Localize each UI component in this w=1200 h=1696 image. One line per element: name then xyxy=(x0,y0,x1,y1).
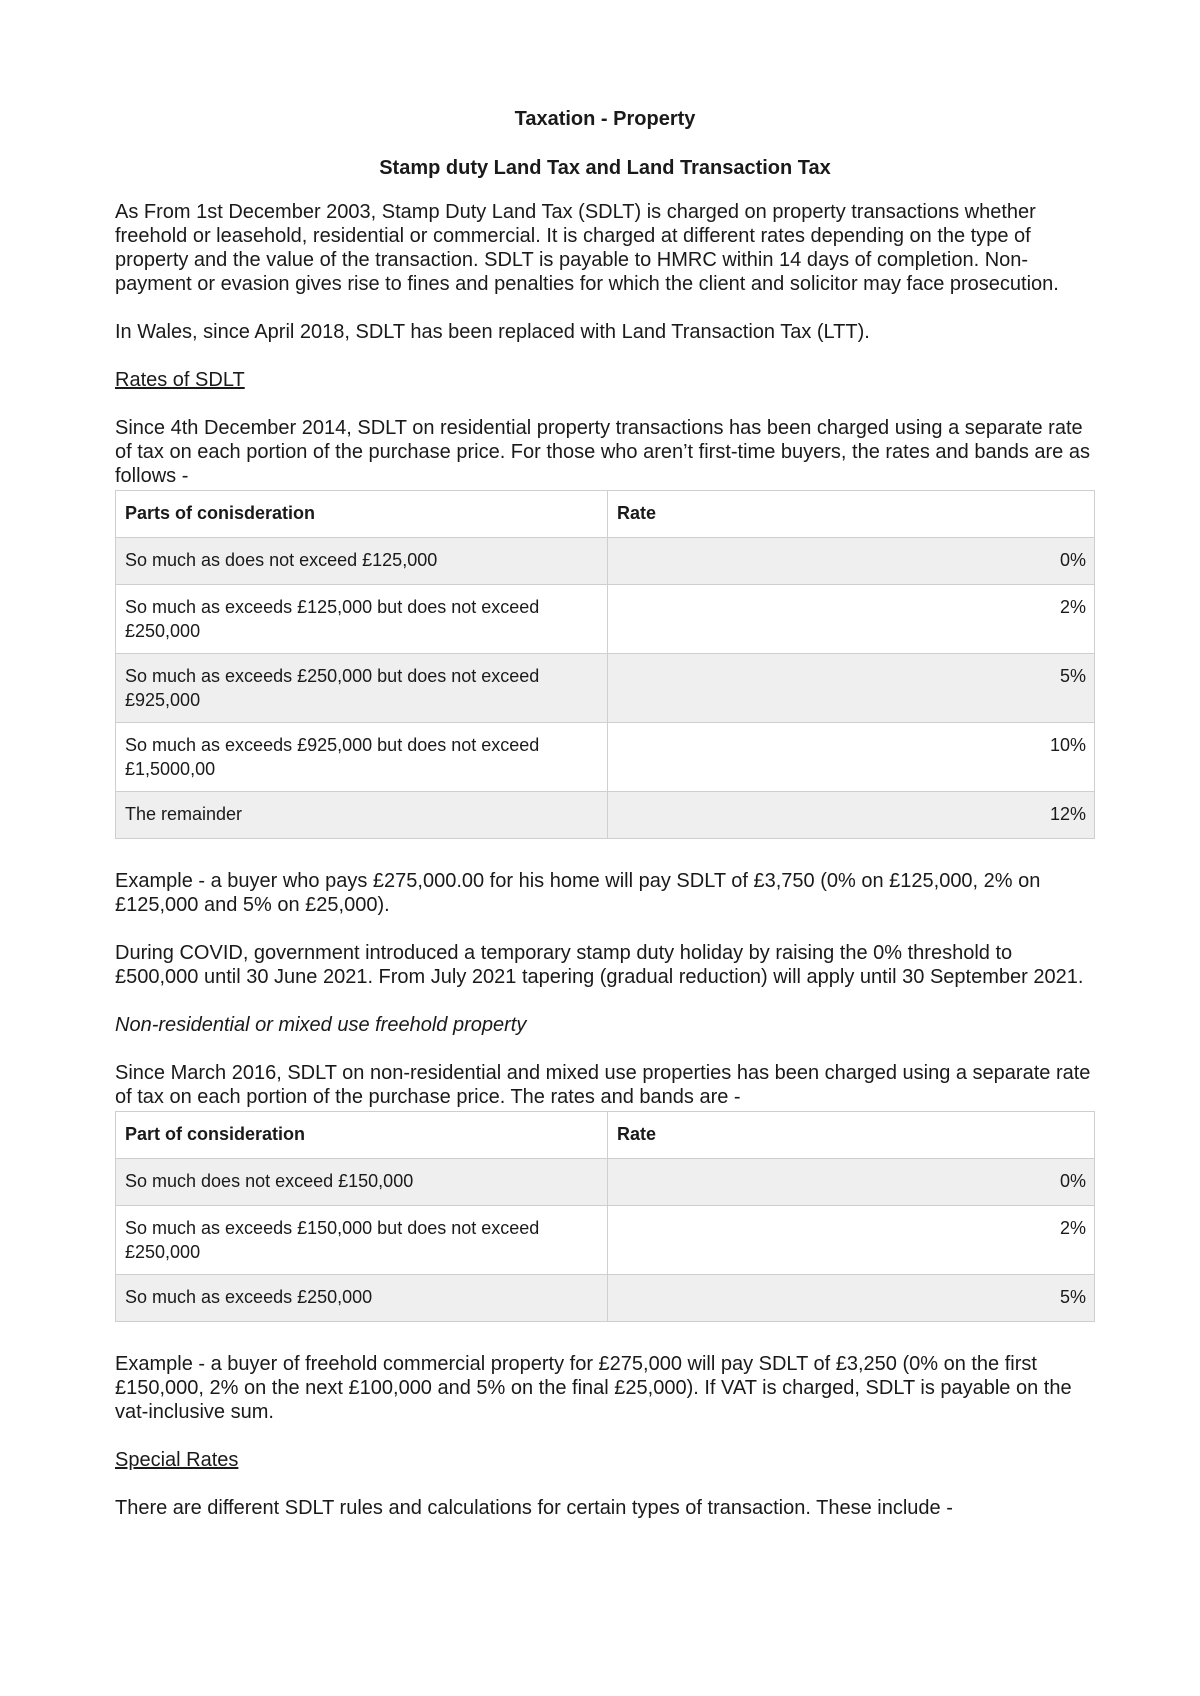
table-header-cell: Parts of conisderation xyxy=(116,491,608,538)
table-header-cell: Part of consideration xyxy=(116,1112,608,1159)
table-cell: So much as exceeds £125,000 but does not exceed £250,000 xyxy=(116,585,608,654)
table-header-cell: Rate xyxy=(608,491,1095,538)
table-row xyxy=(116,792,1095,839)
table-header-cell: Rate xyxy=(608,1112,1095,1159)
table-header-row xyxy=(116,1112,1095,1159)
special-rates-paragraph: There are different SDLT rules and calculations for certain types of transaction. These include - xyxy=(115,1497,953,1519)
table-cell: 5% xyxy=(608,654,1095,723)
table-row xyxy=(116,538,1095,585)
table-row xyxy=(116,1275,1095,1322)
table-cell: The remainder xyxy=(116,792,608,839)
intro-paragraph: As From 1st December 2003, Stamp Duty Land Tax (SDLT) is charged on property transactions whether freehold or leasehold, residential or commercial. It is charged at different rates depending on the type of property and the value of the transaction. SDLT is payable to HMRC within 14 days of completion. Non-payment or evasion gives rise to fines and penalties for which the client and solicitor may face prosecution. xyxy=(115,201,1059,295)
table-row xyxy=(116,723,1095,792)
table-cell: So much does not exceed £150,000 xyxy=(116,1159,608,1206)
nonresidential-paragraph: Since March 2016, SDLT on non-residential and mixed use properties has been charged using a separate rate of tax on each portion of the purchase price. The rates and bands are - xyxy=(115,1062,1091,1108)
wales-paragraph: In Wales, since April 2018, SDLT has been replaced with Land Transaction Tax (LTT). xyxy=(115,321,870,343)
table-cell: So much as exceeds £250,000 but does not exceed £925,000 xyxy=(116,654,608,723)
table-row xyxy=(116,654,1095,723)
special-rates-heading: Special Rates xyxy=(115,1449,239,1471)
document-subtitle: Stamp duty Land Tax and Land Transaction Tax xyxy=(379,157,831,179)
nonresidential-heading: Non-residential or mixed use freehold property xyxy=(115,1014,527,1036)
table-cell: So much as does not exceed £125,000 xyxy=(116,538,608,585)
table-row xyxy=(116,1206,1095,1275)
document-page xyxy=(115,108,1095,1544)
table-cell: 10% xyxy=(608,723,1095,792)
residential-paragraph: Since 4th December 2014, SDLT on residential property transactions has been charged using a separate rate of tax on each portion of the purchase price. For those who aren’t first-time buyers, the rates and bands are as follows - xyxy=(115,417,1090,487)
table-header-row xyxy=(116,491,1095,538)
nonresidential-rates-table xyxy=(115,1111,1095,1322)
table-cell: 5% xyxy=(608,1275,1095,1322)
covid-paragraph: During COVID, government introduced a temporary stamp duty holiday by raising the 0% threshold to £500,000 until 30 June 2021. From July 2021 tapering (gradual reduction) will apply until 30 September 2021. xyxy=(115,942,1084,988)
example-commercial-paragraph: Example - a buyer of freehold commercial property for £275,000 will pay SDLT of £3,250 (0% on the first £150,000, 2% on the next £100,000 and 5% on the final £25,000). If VAT is charged, SDLT is payable on the vat-inclusive sum. xyxy=(115,1353,1072,1423)
table-cell: So much as exceeds £250,000 xyxy=(116,1275,608,1322)
table-cell: 2% xyxy=(608,1206,1095,1275)
table-cell: So much as exceeds £150,000 but does not exceed £250,000 xyxy=(116,1206,608,1275)
table-cell: 2% xyxy=(608,585,1095,654)
table-row xyxy=(116,1159,1095,1206)
document-title: Taxation - Property xyxy=(514,108,696,130)
table-cell: 12% xyxy=(608,792,1095,839)
example-residential-paragraph: Example - a buyer who pays £275,000.00 for his home will pay SDLT of £3,750 (0% on £125,000, 2% on £125,000 and 5% on £25,000). xyxy=(115,870,1041,916)
residential-rates-table xyxy=(115,490,1095,839)
table-cell: 0% xyxy=(608,1159,1095,1206)
rates-heading: Rates of SDLT xyxy=(115,369,245,391)
table-cell: So much as exceeds £925,000 but does not exceed £1,5000,00 xyxy=(116,723,608,792)
table-cell: 0% xyxy=(608,538,1095,585)
table-row xyxy=(116,585,1095,654)
